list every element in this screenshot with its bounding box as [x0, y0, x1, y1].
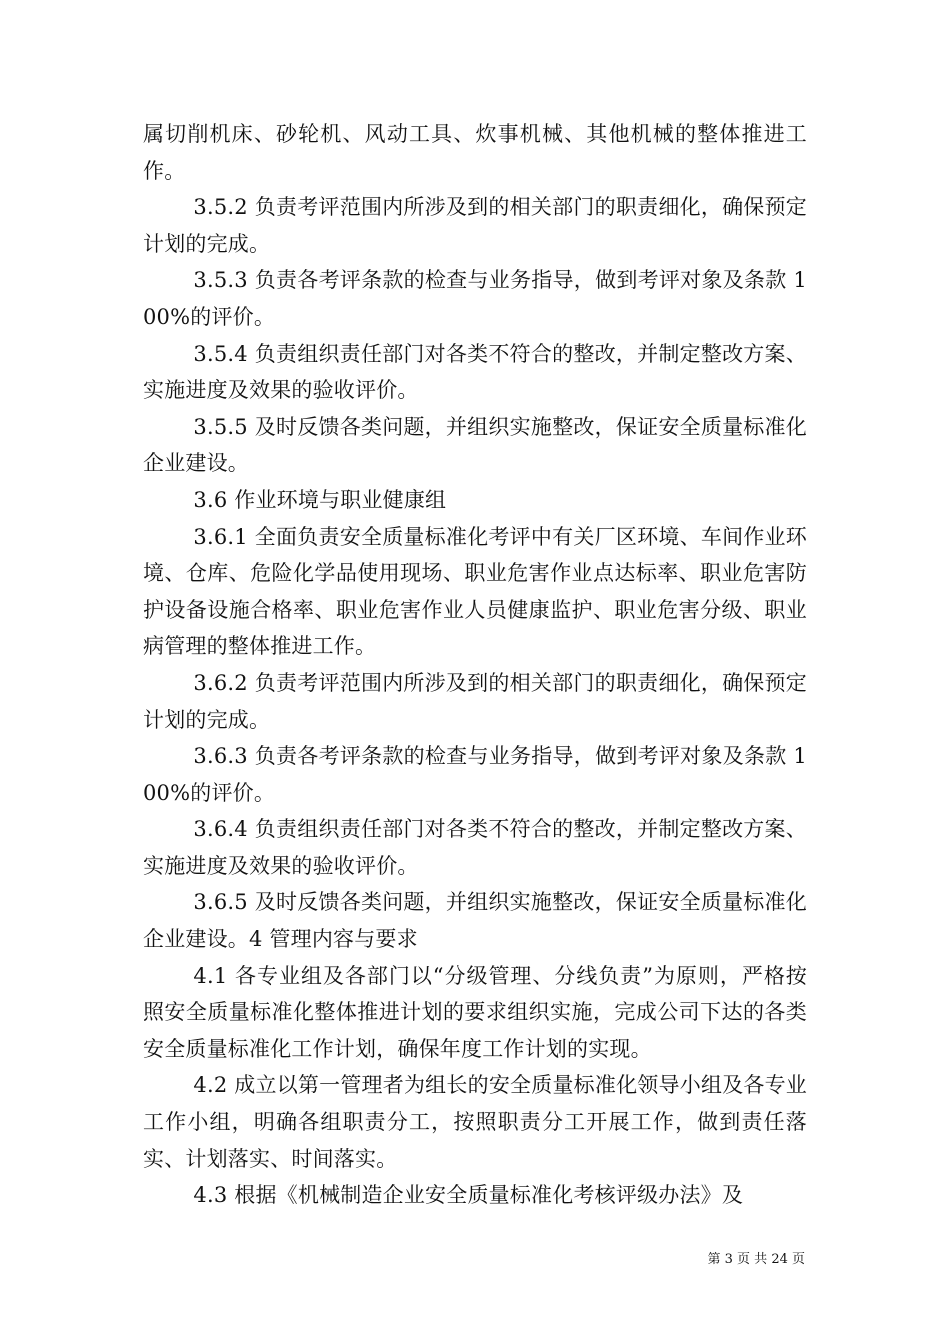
paragraph: 3.6.4 负责组织责任部门对各类不符合的整改，并制定整改方案、实施进度及效果的验收评价。 — [143, 817, 807, 878]
paragraph: 4.2 成立以第一管理者为组长的安全质量标准化领导小组及各专业工作小组，明确各组职责分工，按照职责分工开展工作，做到责任落实、计划落实、时间落实。 — [143, 1073, 807, 1171]
paragraph: 3.5.2 负责考评范围内所涉及到的相关部门的职责细化，确保预定计划的完成。 — [143, 195, 807, 256]
paragraph: 3.5.3 负责各考评条款的检查与业务指导，做到考评对象及条款 100%的评价。 — [143, 268, 807, 329]
paragraph: 3.6.3 负责各考评条款的检查与业务指导，做到考评对象及条款 100%的评价。 — [143, 744, 807, 805]
paragraph: 4.1 各专业组及各部门以“分级管理、分线负责”为原则，严格按照安全质量标准化整体推进计划的要求组织实施，完成公司下达的各类安全质量标准化工作计划，确保年度工作计划的实现。 — [143, 963, 807, 1061]
paragraph: 3.6.5 及时反馈各类问题，并组织实施整改，保证安全质量标准化企业建设。4 管理内容与要求 — [143, 890, 807, 952]
paragraph: 3.6 作业环境与职业健康组 — [193, 487, 447, 512]
paragraph: 4.3 根据《机械制造企业安全质量标准化考核评级办法》及 — [193, 1183, 744, 1208]
paragraph: 3.6.2 负责考评范围内所涉及到的相关部门的职责细化，确保预定计划的完成。 — [143, 670, 807, 732]
paragraph: 3.5.4 负责组织责任部门对各类不符合的整改，并制定整改方案、实施进度及效果的验收评价。 — [143, 341, 807, 403]
document-body — [143, 116, 807, 1214]
paragraph: 属切削机床、砂轮机、风动工具、炊事机械、其他机械的整体推进工作。 — [143, 122, 807, 183]
page-number: 第 3 页 共 24 页 — [707, 1252, 805, 1267]
paragraph: 3.6.1 全面负责安全质量标准化考评中有关厂区环境、车间作业环境、仓库、危险化学品使用现场、职业危害作业点达标率、职业危害防护设备设施合格率、职业危害作业人员健康监护、职业危害分级、职业病管理的整体推进工作。 — [143, 524, 807, 659]
paragraph: 3.5.5 及时反馈各类问题，并组织实施整改，保证安全质量标准化企业建设。 — [143, 414, 807, 476]
